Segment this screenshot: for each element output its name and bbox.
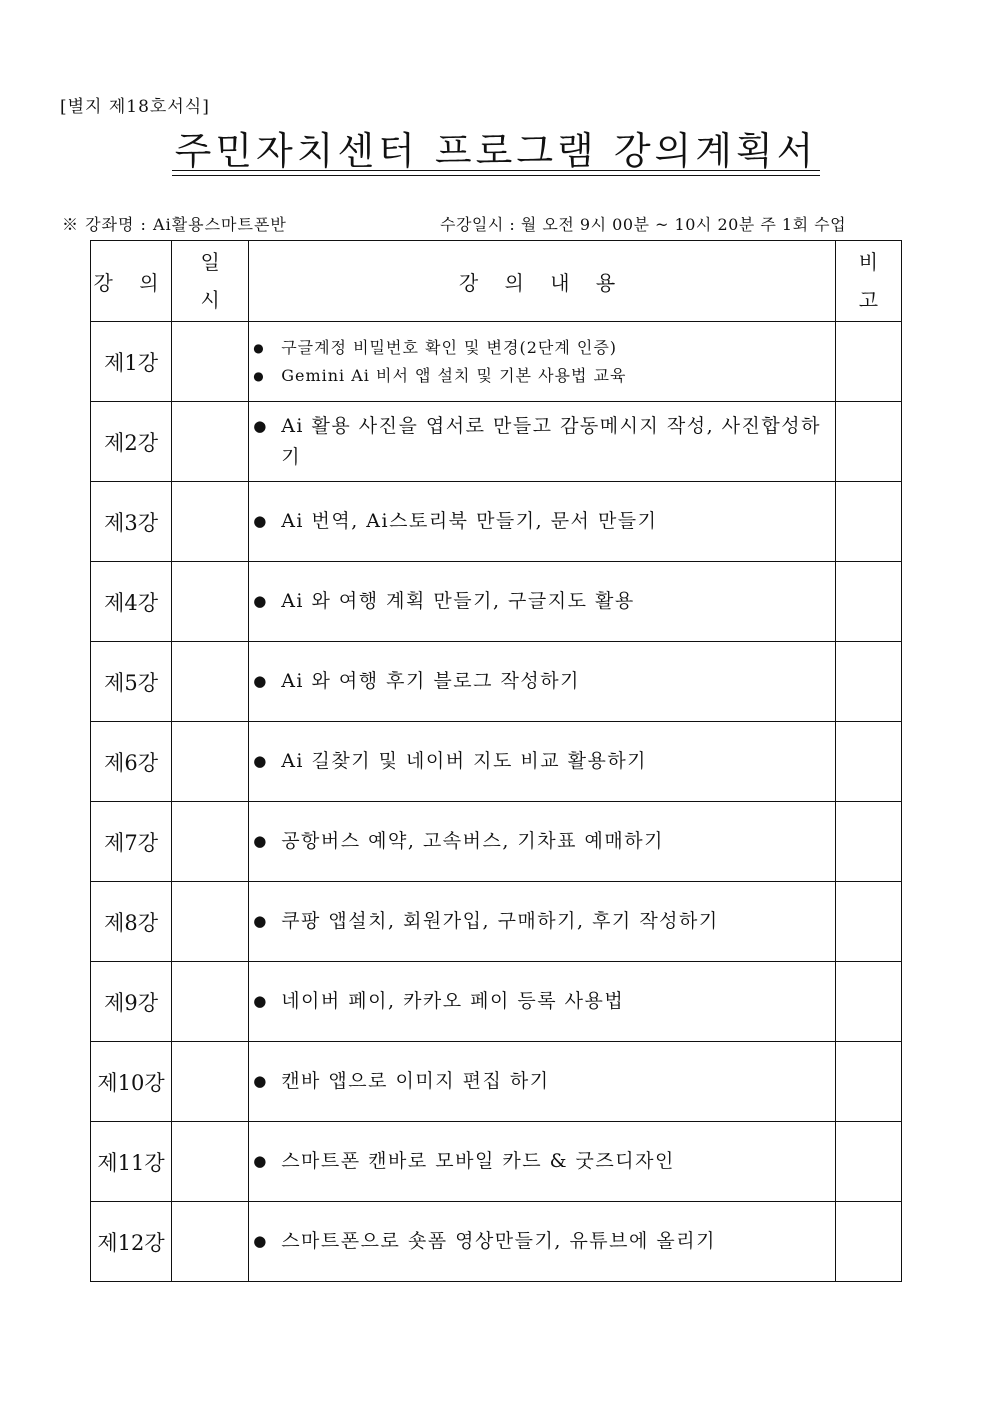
lecture-content bbox=[249, 322, 836, 402]
lecture-number: 제9강 bbox=[91, 962, 172, 1042]
lecture-content bbox=[249, 962, 836, 1042]
lecture-note bbox=[835, 802, 901, 882]
table-row bbox=[91, 642, 902, 722]
content-item: ● Ai 번역, Ai스토리북 만들기, 문서 만들기 bbox=[249, 506, 835, 537]
content-list bbox=[249, 826, 835, 857]
lecture-content bbox=[249, 882, 836, 962]
content-list bbox=[249, 334, 835, 390]
lecture-plan-table bbox=[90, 240, 902, 1282]
lecture-content bbox=[249, 722, 836, 802]
lecture-date bbox=[172, 562, 249, 642]
content-item: ● 캔바 앱으로 이미지 편집 하기 bbox=[249, 1066, 835, 1097]
lecture-content bbox=[249, 802, 836, 882]
lecture-content bbox=[249, 402, 836, 482]
course-name: ※ 강좌명 : Ai활용스마트폰반 bbox=[62, 215, 287, 234]
content-list bbox=[249, 586, 835, 617]
table-row bbox=[91, 722, 902, 802]
lecture-content bbox=[249, 1122, 836, 1202]
lecture-date bbox=[172, 402, 249, 482]
table-row bbox=[91, 562, 902, 642]
content-item: ● Ai 길찾기 및 네이버 지도 비교 활용하기 bbox=[249, 746, 835, 777]
table-row bbox=[91, 322, 902, 402]
lecture-content bbox=[249, 642, 836, 722]
lecture-date bbox=[172, 642, 249, 722]
lecture-note bbox=[835, 322, 901, 402]
header-date bbox=[172, 241, 249, 322]
content-list bbox=[249, 666, 835, 697]
table-row bbox=[91, 1202, 902, 1282]
lecture-number: 제12강 bbox=[91, 1202, 172, 1282]
header-content: 강 의 내 용 bbox=[249, 241, 836, 322]
lecture-note bbox=[835, 962, 901, 1042]
content-list bbox=[249, 1146, 835, 1177]
content-item: ● 구글계정 비밀번호 확인 및 변경(2단계 인증) bbox=[249, 334, 835, 362]
content-list bbox=[249, 906, 835, 937]
content-list bbox=[249, 1066, 835, 1097]
lecture-date bbox=[172, 722, 249, 802]
lecture-date bbox=[172, 882, 249, 962]
lecture-note bbox=[835, 722, 901, 802]
form-reference: [별지 제18호서식] bbox=[60, 97, 210, 117]
lecture-number: 제3강 bbox=[91, 482, 172, 562]
lecture-number: 제11강 bbox=[91, 1122, 172, 1202]
content-item: ● 쿠팡 앱설치, 회원가입, 구매하기, 후기 작성하기 bbox=[249, 906, 835, 937]
lecture-note bbox=[835, 1122, 901, 1202]
lecture-note bbox=[835, 482, 901, 562]
lecture-note bbox=[835, 642, 901, 722]
content-list bbox=[249, 411, 835, 473]
content-item: ● Ai 활용 사진을 엽서로 만들고 감동메시지 작성, 사진합성하기 bbox=[249, 411, 835, 473]
content-list bbox=[249, 1226, 835, 1257]
table-row bbox=[91, 882, 902, 962]
lecture-content bbox=[249, 562, 836, 642]
lecture-number: 제1강 bbox=[91, 322, 172, 402]
lecture-date bbox=[172, 802, 249, 882]
lecture-note bbox=[835, 882, 901, 962]
header-date-line-1: 일 bbox=[200, 250, 220, 274]
lecture-number: 제2강 bbox=[91, 402, 172, 482]
lecture-number: 제4강 bbox=[91, 562, 172, 642]
title-underline-bottom bbox=[172, 175, 820, 176]
class-schedule: 수강일시 : 월 오전 9시 00분 ~ 10시 20분 주 1회 수업 bbox=[440, 215, 847, 234]
table-row bbox=[91, 802, 902, 882]
lecture-note bbox=[835, 562, 901, 642]
table-row bbox=[91, 1122, 902, 1202]
content-item: ● 스마트폰 캔바로 모바일 카드 & 굿즈디자인 bbox=[249, 1146, 835, 1177]
lecture-date bbox=[172, 1042, 249, 1122]
lecture-date bbox=[172, 1122, 249, 1202]
content-list bbox=[249, 506, 835, 537]
content-item: ● Gemini Ai 비서 앱 설치 및 기본 사용법 교육 bbox=[249, 362, 835, 390]
lecture-number: 제7강 bbox=[91, 802, 172, 882]
content-list bbox=[249, 986, 835, 1017]
lecture-number: 제10강 bbox=[91, 1042, 172, 1122]
title-underline-top bbox=[172, 170, 820, 171]
lecture-number: 제5강 bbox=[91, 642, 172, 722]
table-row bbox=[91, 962, 902, 1042]
lecture-date bbox=[172, 962, 249, 1042]
table-body bbox=[91, 322, 902, 1282]
table-header-row bbox=[91, 241, 902, 322]
content-item: ● Ai 와 여행 후기 블로그 작성하기 bbox=[249, 666, 835, 697]
lecture-number: 제8강 bbox=[91, 882, 172, 962]
document-title: 주민자치센터 프로그램 강의계획서 bbox=[174, 129, 818, 173]
lecture-note bbox=[835, 402, 901, 482]
header-date-line-2: 시 bbox=[200, 288, 220, 312]
content-item: ● 네이버 페이, 카카오 페이 등록 사용법 bbox=[249, 986, 835, 1017]
lecture-date bbox=[172, 322, 249, 402]
lecture-number: 제6강 bbox=[91, 722, 172, 802]
content-list bbox=[249, 746, 835, 777]
lecture-content bbox=[249, 482, 836, 562]
lecture-content bbox=[249, 1042, 836, 1122]
table-row bbox=[91, 1042, 902, 1122]
lecture-note bbox=[835, 1202, 901, 1282]
lecture-date bbox=[172, 482, 249, 562]
table-row bbox=[91, 402, 902, 482]
header-note-line-2: 고 bbox=[858, 288, 879, 312]
content-item: ● 공항버스 예약, 고속버스, 기차표 예매하기 bbox=[249, 826, 835, 857]
content-item: ● Ai 와 여행 계획 만들기, 구글지도 활용 bbox=[249, 586, 835, 617]
lecture-note bbox=[835, 1042, 901, 1122]
content-item: ● 스마트폰으로 숏폼 영상만들기, 유튜브에 올리기 bbox=[249, 1226, 835, 1257]
lecture-date bbox=[172, 1202, 249, 1282]
header-lecture: 강 의 bbox=[91, 241, 172, 322]
table-row bbox=[91, 482, 902, 562]
header-note bbox=[835, 241, 901, 322]
lecture-content bbox=[249, 1202, 836, 1282]
header-note-line-1: 비 bbox=[858, 250, 879, 274]
